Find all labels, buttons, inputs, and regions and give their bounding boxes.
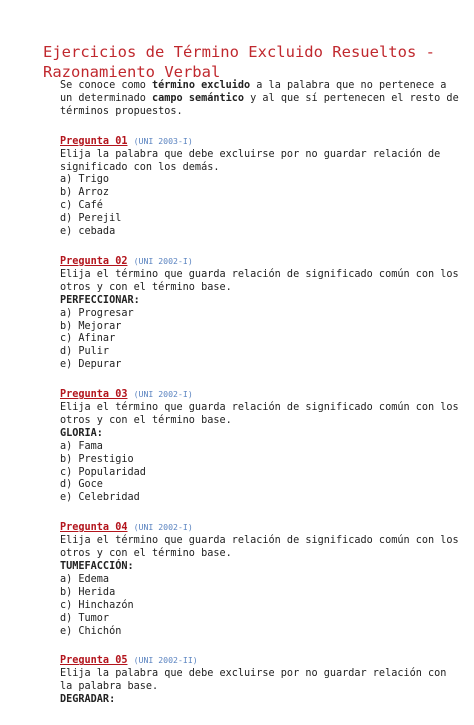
question-01 (60, 135, 460, 239)
base-word: TUMEFACCIÓN: (60, 561, 134, 572)
question-header (60, 388, 460, 402)
question-header (60, 521, 460, 535)
option-d: d) Perejil (60, 213, 122, 225)
option-list (60, 441, 460, 506)
option-b: b) Herida (60, 586, 116, 598)
question-source-tag: (UNI 2002-II) (133, 655, 198, 666)
option-a: a) Fama (60, 440, 103, 452)
option-e: e) Chichón (60, 625, 122, 637)
question-label: Pregunta 03 (60, 389, 128, 401)
option-c: c) Café (60, 200, 103, 212)
question-source-tag: (UNI 2002-I) (133, 255, 193, 266)
option-c: c) Popularidad (60, 466, 146, 478)
intro-text-1: Se conoce como (60, 80, 153, 91)
question-header (60, 255, 460, 269)
option-e: e) Celebridad (60, 492, 140, 504)
question-text: Elija el término que guarda relación de significado común con los otros y con el término base. (60, 402, 459, 426)
question-text: Elija la palabra que debe excluirse por no guardar relación de significado con los demás. (60, 148, 441, 173)
option-d: d) Goce (60, 479, 103, 491)
question-05 (60, 654, 460, 707)
question-02 (60, 255, 460, 372)
intro-text-3: y al que sí pertenecen el resto de términos propuestos. (60, 92, 459, 117)
option-list (60, 174, 460, 239)
question-label: Pregunta 01 (60, 135, 128, 147)
base-word: GLORIA: (60, 427, 103, 439)
question-text: Elija la palabra que debe excluirse por no guardar relación con la palabra base. (60, 668, 447, 693)
question-source-tag: (UNI 2002-I) (133, 389, 193, 400)
option-list (60, 574, 460, 639)
intro-bold-2: campo semántico (152, 92, 245, 104)
intro-bold-1: término excluido (152, 80, 251, 91)
document-title: Ejercicios de Término Excluido Resueltos - Razonamiento Verbal (43, 43, 435, 81)
option-list (60, 308, 460, 373)
option-a: a) Trigo (60, 174, 110, 186)
option-c: c) Afinar (60, 333, 116, 345)
option-e: e) Depurar (60, 359, 122, 371)
question-label: Pregunta 05 (60, 655, 128, 667)
option-b: b) Arroz (60, 187, 110, 199)
question-label: Pregunta 04 (60, 522, 128, 534)
intro-text-2: a la palabra que no pertenece a un determinado (60, 80, 447, 104)
option-e: e) cebada (60, 226, 116, 238)
intro-paragraph (60, 80, 460, 119)
question-source-tag: (UNI 2002-I) (133, 522, 193, 533)
question-03 (60, 388, 460, 505)
question-label: Pregunta 02 (60, 255, 128, 267)
question-header (60, 654, 460, 668)
question-source-tag: (UNI 2003-I) (133, 135, 193, 146)
question-text: Elija el término que guarda relación de significado común con los otros y con el término base. (60, 268, 459, 293)
base-word: DEGRADAR: (60, 694, 116, 706)
base-word: PERFECCIONAR: (60, 294, 140, 306)
option-b: b) Mejorar (60, 320, 122, 332)
question-header (60, 135, 460, 149)
option-d: d) Pulir (60, 346, 110, 358)
question-04 (60, 521, 460, 638)
option-a: a) Edema (60, 573, 110, 585)
option-c: c) Hinchazón (60, 599, 134, 611)
option-b: b) Prestigio (60, 453, 134, 465)
option-d: d) Tumor (60, 612, 110, 624)
question-text: Elija el término que guarda relación de significado común con los otros y con el término base. (60, 535, 459, 560)
option-a: a) Progresar (60, 307, 134, 319)
document-body (60, 80, 460, 707)
